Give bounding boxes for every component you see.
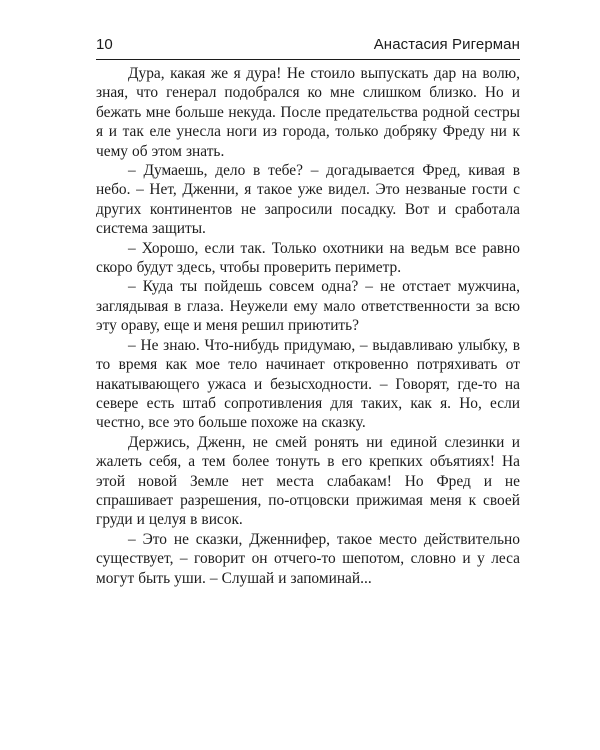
paragraph: – Хорошо, если так. Только охотники на ведьм все равно скоро будут здесь, чтобы проверить периметр. bbox=[96, 239, 520, 277]
page-number: 10 bbox=[96, 36, 113, 53]
paragraph: Дура, какая же я дура! Не стоило выпускать дар на волю, зная, что генерал подобрался ко мне слишком близко. Но и бежать мне больше некуда. После предательства родной сестры я и так еле унесла ноги из города, только добряку Фреду ни к чему об этом знать. bbox=[96, 65, 520, 160]
running-title: Анастасия Ригерман bbox=[373, 36, 520, 53]
paragraph: Держись, Дженн, не смей ронять ни единой слезинки и жалеть себя, а тем более тонуть в его крепких объятиях! На этой новой Земле нет места слабакам! Но Фред и не спрашивает разрешения, по-отцовски прижимая меня к своей груди и целуя в висок. bbox=[96, 433, 520, 529]
paragraph: – Не знаю. Что-нибудь придумаю, – выдавливаю улыбку, в то время как мое тело начинает откровенно потряхивать от накатывающего ужаса и безысходности. – Говорят, где-то на севере есть штаб сопротивления для таких, как я. Но, если честно, все это больше похоже на сказку. bbox=[96, 336, 520, 432]
header-rule bbox=[96, 59, 520, 60]
paragraph: – Это не сказки, Дженнифер, такое место действительно существует, – говорит он отчего-то шепотом, словно и у леса могут быть уши. – Слушай и запоминай... bbox=[96, 530, 520, 587]
paragraph: – Думаешь, дело в тебе? – догадывается Фред, кивая в небо. – Нет, Дженни, я такое уже видел. Это незваные гости с других континентов не запросили посадку. Вот и сработала система защиты. bbox=[96, 162, 520, 238]
body-text bbox=[96, 64, 520, 588]
paragraph: – Куда ты пойдешь совсем одна? – не отстает мужчина, заглядывая в глаза. Неужели ему мало ответственности за всю эту ораву, еще и меня решил приютить? bbox=[96, 278, 520, 335]
running-header bbox=[96, 32, 520, 58]
